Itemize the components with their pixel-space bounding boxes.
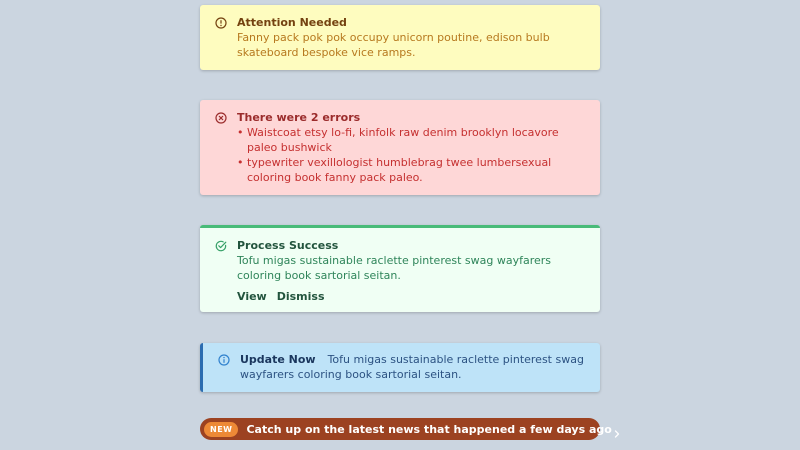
info-text: Tofu migas sustainable raclette pinterest swag wayfarers coloring book sartorial seitan. (240, 353, 584, 381)
info-circle-icon (218, 354, 230, 366)
news-banner[interactable] (200, 418, 612, 440)
chevron-right-icon[interactable] (612, 424, 622, 434)
exclamation-circle-icon (215, 17, 227, 29)
dismiss-button[interactable]: Dismiss (276, 290, 325, 303)
success-title: Process Success (237, 239, 339, 252)
warning-title: Attention Needed (237, 16, 347, 29)
error-alert (200, 100, 600, 195)
success-actions (237, 289, 585, 304)
error-item: • Waistcoat etsy lo-fi, kinfolk raw denim brooklyn locavore paleo bushwick (237, 125, 585, 155)
success-text: Tofu migas sustainable raclette pinterest swag wayfarers coloring book sartorial seitan. (237, 254, 552, 282)
view-button[interactable]: View (237, 290, 267, 303)
info-alert (200, 343, 600, 392)
error-item: • typewriter vexillologist humblebrag twee lumbersexual coloring book fanny pack paleo. (237, 155, 585, 185)
info-title: Update Now (240, 353, 316, 366)
check-circle-icon (215, 240, 227, 252)
warning-text: Fanny pack pok pok occupy unicorn poutine, edison bulb skateboard bespoke vice ramps. (237, 31, 550, 59)
new-badge: NEW (204, 422, 238, 437)
news-message: Catch up on the latest news that happened a few days ago (246, 422, 612, 436)
warning-alert (200, 5, 600, 70)
error-title: There were 2 errors (237, 111, 361, 124)
success-alert (200, 225, 600, 312)
x-circle-icon (215, 112, 227, 124)
error-list (237, 125, 585, 185)
